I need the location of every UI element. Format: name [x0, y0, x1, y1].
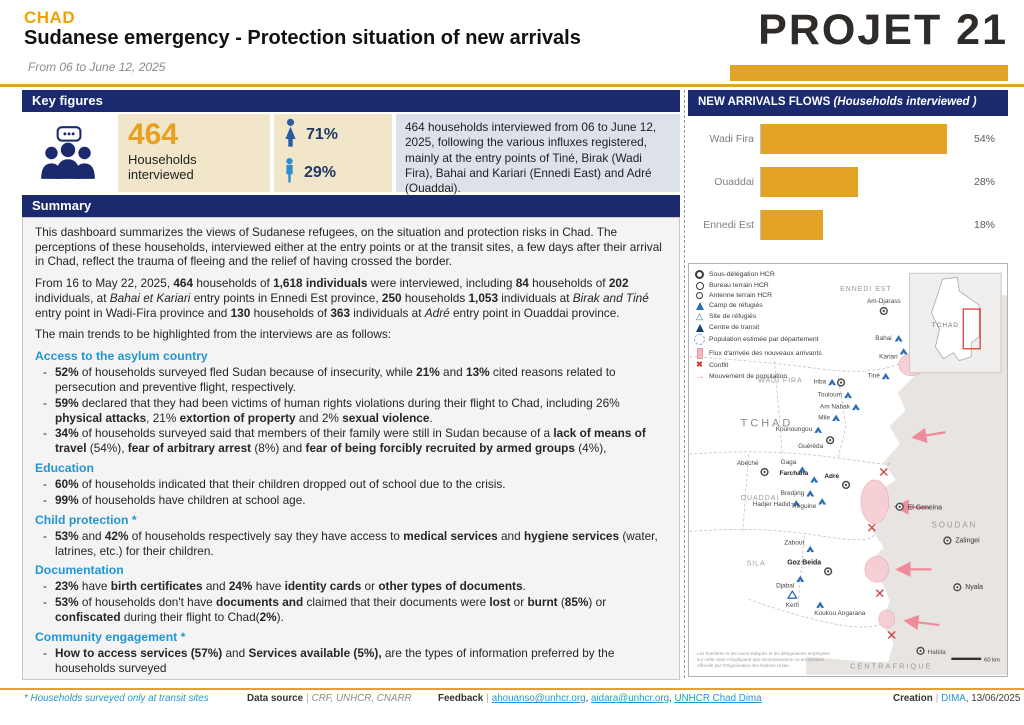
- feedback-label: Feedback: [438, 693, 484, 704]
- legend-label: Sous-délégation HCR: [709, 270, 775, 278]
- map-label-koukou: Koukou Angarana: [814, 610, 866, 618]
- subsection-heading-documentation: Documentation: [35, 563, 124, 578]
- households-group-icon: [22, 114, 114, 192]
- chart-value-label: 18%: [974, 219, 996, 231]
- households-interviewed-stat: [118, 114, 270, 192]
- map-label-el-geneina: El Geneina: [907, 504, 942, 512]
- bullet-item: - 99% of households have children at school age.: [35, 493, 667, 508]
- summary-paragraph: The main trends to be highlighted from the interviews are as follows:: [35, 327, 392, 342]
- map-label-amdjarass: Am-Djarass: [866, 298, 901, 306]
- summary-body: [22, 217, 680, 680]
- legend-label: Bureau terrain HCR: [709, 281, 769, 289]
- city-icon: [944, 537, 951, 544]
- map-label-zalingei: Zalingei: [955, 537, 980, 545]
- city-icon: [838, 379, 845, 386]
- male-percentage: 29%: [304, 163, 337, 181]
- map-label-bahai: Bahai: [875, 334, 892, 342]
- bullet-item: - 59% declared that they had been victims of human rights violations during their flight to Chad, including 26% physical attacks, 21% extortion of property and 2% sexual violence.: [35, 396, 667, 425]
- transit-centre-icon: [694, 324, 705, 332]
- city-icon: [827, 437, 834, 444]
- creation-value: DIMA: [941, 693, 966, 704]
- feedback-email-link[interactable]: ahouanso@unhcr.org: [491, 693, 586, 704]
- map-label-gaga: Gaga: [780, 459, 797, 467]
- unhcr-field-office-icon: [694, 282, 705, 290]
- subsection-heading-education: Education: [35, 460, 94, 475]
- chart-row: [692, 124, 1008, 154]
- chart-category-label: Wadi Fira: [709, 133, 754, 145]
- data-source: Data source | CRF, UNHCR, CNARR: [247, 693, 412, 704]
- new-arrivals-chart: [692, 124, 1008, 260]
- chart-bar: [761, 124, 947, 154]
- city-icon: [954, 584, 961, 591]
- map-label-guereda: Guéréda: [798, 443, 824, 451]
- chart-value-label: 54%: [974, 133, 996, 145]
- data-source-value: CRF, UNHCR, CNARR: [311, 693, 412, 704]
- conflict-icon: ✖: [696, 360, 703, 370]
- scale-label: 60 km: [984, 657, 1000, 664]
- map-legend: [694, 270, 832, 384]
- map-label-kerfi: Kerfi: [785, 602, 799, 610]
- map-label-centrafrique: CENTRAFRIQUE: [849, 661, 933, 671]
- summary-paragraph: From 16 to May 22, 2025, 464 households of 1,618 individuals were interviewed, including 84 households of 202 individuals, at Bahai et Kariari entry points in Ennedi Est province, 250 households 1,053 individuals at Birak and Tiné entry point in Wadi-Fira province and 130 households of 363 individuals at Adré entry point in Ouaddai province.: [35, 276, 649, 320]
- refugee-camp-icon: [694, 302, 705, 310]
- female-icon: [282, 118, 299, 153]
- creation-date: , 13/06/2025: [965, 693, 1021, 704]
- disclaimer-line: Les frontières et les noms indiqués et les désignations employées: [696, 650, 830, 656]
- chart-title: NEW ARRIVALS FLOWS (Households interviewed ): [688, 90, 1008, 116]
- map-label-soudan: SOUDAN: [931, 520, 978, 530]
- legend-label: Conflit: [709, 361, 729, 369]
- legend-label: Mouvement de population: [709, 373, 788, 381]
- legend-label: Site de réfugiés: [709, 313, 757, 321]
- key-figures-section-header: Key figures: [22, 90, 680, 112]
- map-label-abeche: Abéché: [736, 460, 759, 468]
- logo-accent-bar: [730, 65, 1008, 81]
- map-label-habila: Habila: [927, 648, 946, 656]
- chart-row: [692, 167, 1008, 197]
- city-icon: [843, 482, 850, 489]
- subsection-heading-community-engagement: Community engagement *: [35, 629, 186, 644]
- data-source-label: Data source: [247, 693, 304, 704]
- map-label-bredjing: Bredjing: [780, 489, 805, 497]
- chart-category-label: Ouaddai: [714, 176, 754, 188]
- households-count: 464: [128, 118, 179, 151]
- key-figures-description: 464 households interviewed from 06 to June 12, 2025, following the various influxes registered, mainly at the entry points of Tiné, Birak (Wadi Fira), Bahai and Kariari (Ennedi East) and Adré (Ouaddai).: [396, 114, 680, 192]
- map-label-ennedi-est: ENNEDI EST: [840, 286, 892, 294]
- chart-bar: [761, 210, 823, 240]
- city-icon: [896, 503, 903, 510]
- summary-paragraph: This dashboard summarizes the views of Sudanese refugees, on the situation and protection risks in Chad. The perceptions of these households, interviewed either at the entry points or at the transit sites, a few days after their arrival in Chad, reflect the trauma of fleeing and the relief of having crossed the border.: [35, 225, 662, 269]
- legend-label: Centre de transit: [709, 324, 760, 332]
- page-title: Sudanese emergency - Protection situation of new arrivals: [24, 27, 581, 49]
- inset-label-tchad: TCHAD: [931, 321, 959, 329]
- chart-bar-track: [760, 167, 968, 197]
- map-label-iriba: Iriba: [813, 378, 827, 386]
- inset-map: [910, 273, 1001, 372]
- legend-label: Camp de réfugiés: [709, 302, 763, 310]
- bullet-item: - 34% of households surveyed said that members of their family were still in Sudan because of a lack of means of travel (54%), fear of arbitrary arrest (8%) and fear of being forcibly recruited by armed groups (4%),: [35, 426, 667, 455]
- map-label-mile: Mile: [818, 414, 831, 422]
- legend-label: Antenne terrain HCR: [709, 292, 773, 299]
- subsection-heading-child-protection: Child protection *: [35, 512, 137, 527]
- map-label-djabal: Djabal: [776, 582, 795, 590]
- map-label-wadi-fira: WADI FIRA: [758, 377, 803, 385]
- map-label-zabout: Zabout: [784, 539, 805, 547]
- map-label-kariari: Kariari: [879, 353, 898, 361]
- chart-bar: [761, 167, 858, 197]
- chart-value-label: 28%: [974, 176, 996, 188]
- city-icon: [880, 308, 887, 315]
- chart-row: [692, 210, 1008, 240]
- map-label-adre: Adré: [824, 472, 840, 480]
- summary-section-header: Summary: [22, 195, 680, 217]
- feedback: Feedback | ahouanso@unhcr.org, aidara@unhcr.org, UNHCR Chad Dima: [438, 693, 762, 704]
- disclaimer-line: officielle par l'Organisation des Nations Unies.: [696, 662, 790, 668]
- gender-split-stat: [274, 114, 392, 192]
- legend-label: Flux d'arrivée des nouveaux arrivants: [709, 349, 822, 357]
- feedback-email-link[interactable]: aidara@unhcr.org: [591, 693, 670, 704]
- bullet-item: - 53% and 42% of households respectively say they have access to medical services and hygiene services (water, latrines, etc.) for their children.: [35, 529, 667, 558]
- map-label-amnabak: Am Nabak: [819, 403, 850, 411]
- map-label-touloum: Touloum: [817, 391, 843, 399]
- unhcr-subdelegation-icon: [694, 270, 705, 279]
- bullet-item: - How to access services (57%) and Services available (5%), are the types of information preferred by the households surveyed: [35, 646, 667, 675]
- country-label: CHAD: [24, 8, 76, 27]
- bullet-item: - 23% have birth certificates and 24% have identity cards or other types of documents.: [35, 579, 667, 594]
- header-divider: [0, 84, 1024, 87]
- map-label-ouaddai: OUADDAI: [740, 494, 780, 502]
- unhcr-field-unit-icon: [694, 292, 705, 299]
- key-figures-content: [22, 114, 680, 196]
- map-label-kounoungou: Kounoungou: [775, 426, 813, 434]
- city-icon: [761, 469, 768, 476]
- refugee-site-icon: △: [696, 311, 703, 322]
- bullet-item: - 53% of households don't have documents and claimed that their documents were lost or burnt (85%) or confiscated during their flight to Chad(2%).: [35, 595, 667, 624]
- female-percentage: 71%: [306, 126, 339, 143]
- map-label-treguine: Tréguine: [791, 502, 817, 510]
- chart-bar-track: [760, 124, 968, 154]
- influx-flow-icon: [694, 348, 705, 359]
- map-label-tine: Tiné: [867, 372, 880, 380]
- subsection-heading-access: Access to the asylum country: [35, 349, 208, 364]
- map-label-hadjer-hadid: Hadjer Hadid: [752, 500, 791, 508]
- city-icon: [917, 647, 924, 654]
- map-label-nyala: Nyala: [965, 584, 984, 592]
- bullet-item: - 60% of households indicated that their children dropped out of school due to the crisis.: [35, 477, 667, 492]
- households-count-label: Households interviewed: [128, 152, 197, 182]
- footer-divider: [0, 688, 1024, 690]
- estimated-population-icon: [694, 334, 705, 345]
- column-divider: [684, 90, 685, 678]
- report-period: From 06 to June 12, 2025: [28, 60, 166, 74]
- map-label-sila: SILA: [746, 560, 766, 568]
- creation-label: Creation: [893, 693, 933, 704]
- transit-sites-footnote: * Households surveyed only at transit sites: [24, 693, 209, 704]
- bullet-item: - 52% of households surveyed fled Sudan because of insecurity, while 21% and 13% cited reasons related to persecution and preventive flight, respectively.: [35, 365, 667, 394]
- chart-category-label: Ennedi Est: [703, 219, 754, 231]
- male-icon: [282, 157, 297, 189]
- creation-credit: Creation | DIMA, 13/06/2025: [893, 693, 1021, 704]
- city-icon: [825, 568, 832, 575]
- disclaimer-line: sur cette carte n'impliquent pas reconnaissance ou acceptation: [696, 656, 825, 662]
- map-label-goz-beida: Goz Beida: [787, 559, 822, 567]
- map-label-tchad: TCHAD: [740, 417, 794, 430]
- map-label-farchana: Farchana: [779, 469, 809, 477]
- population-movement-icon: →: [694, 370, 705, 382]
- legend-label: Population estimée par département: [709, 336, 819, 344]
- chart-bar-track: [760, 210, 968, 240]
- projet21-logo: PROJET 21: [758, 6, 1008, 54]
- feedback-dima-link[interactable]: UNHCR Chad Dima: [674, 693, 762, 704]
